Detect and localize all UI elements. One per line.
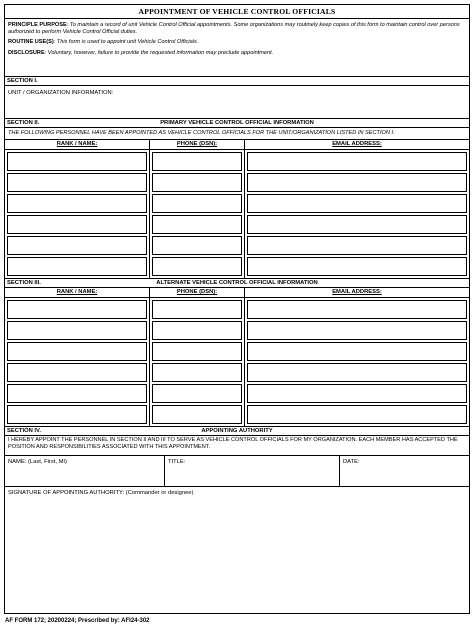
section-3-heading: ALTERNATE VEHICLE CONTROL OFFICIAL INFORMATION (156, 280, 318, 286)
alternate-rank-name-column (5, 298, 150, 426)
alternate-rank-name-input[interactable] (7, 363, 147, 382)
form-title: APPOINTMENT OF VEHICLE CONTROL OFFICIALS (5, 5, 469, 19)
alternate-rank-name-input[interactable] (7, 321, 147, 340)
primary-phone-column (150, 150, 245, 278)
alternate-phone-input[interactable] (152, 321, 242, 340)
authority-date-label: DATE: (343, 459, 360, 465)
authority-date-field[interactable] (340, 456, 469, 486)
primary-email-input[interactable] (247, 152, 467, 171)
form (4, 4, 470, 614)
alternate-phone-input[interactable] (152, 363, 242, 382)
routine-use-text: : This form is used to appoint unit Vehicle Control Officials. (53, 39, 199, 46)
primary-phone-input[interactable] (152, 215, 242, 234)
section-2-column-headers (5, 140, 469, 150)
section-1-header (5, 77, 469, 86)
section-4-heading: APPOINTING AUTHORITY (201, 428, 273, 434)
primary-rank-name-input[interactable] (7, 194, 147, 213)
alternate-email-input[interactable] (247, 363, 467, 382)
section-3-label: SECTION III. (7, 280, 41, 286)
alternate-email-input[interactable] (247, 405, 467, 424)
primary-email-input[interactable] (247, 236, 467, 255)
alternate-phone-input[interactable] (152, 300, 242, 319)
column-header-phone: PHONE (DSN): (150, 140, 245, 149)
authority-title-label: TITLE: (168, 459, 186, 465)
primary-phone-input[interactable] (152, 194, 242, 213)
routine-use (8, 39, 466, 46)
disclosure-label: DISCLOSURE (8, 49, 45, 56)
appointment-statement: I HEREBY APPOINT THE PERSONNEL IN SECTION II AND III TO SERVE AS VEHICLE CONTROL OFFICIALS FOR MY ORGANIZATION. EACH MEMBER HAS ACCEPTED THE POSITION AND RESPONSIBILITIES ASSOCIATED WITH THIS APPOINTMENT. (5, 436, 469, 456)
alternate-phone-column (150, 298, 245, 426)
alternate-email-input[interactable] (247, 321, 467, 340)
primary-phone-input[interactable] (152, 152, 242, 171)
column-header-email: EMAIL ADDRESS: (332, 289, 382, 295)
primary-phone-input[interactable] (152, 173, 242, 192)
authority-signature-field[interactable] (5, 487, 469, 526)
alternate-phone-input[interactable] (152, 384, 242, 403)
section-3-header (5, 279, 469, 288)
primary-rank-name-column (5, 150, 150, 278)
alternate-email-input[interactable] (247, 300, 467, 319)
authority-name-label: NAME: (Last, First, MI) (8, 459, 67, 465)
primary-email-input[interactable] (247, 257, 467, 276)
unit-organization-field[interactable] (5, 86, 469, 119)
alternate-rank-name-input[interactable] (7, 342, 147, 361)
section-3-column-headers (5, 288, 469, 298)
primary-email-column (245, 150, 469, 278)
primary-rank-name-input[interactable] (7, 152, 147, 171)
section-2-note: THE FOLLOWING PERSONNEL HAVE BEEN APPOINTED AS VEHICLE CONTROL OFFICIALS FOR THE UNIT/ORGANIZATION LISTED IN SECTION I. (5, 128, 469, 140)
primary-rank-name-input[interactable] (7, 215, 147, 234)
section-2-heading: PRIMARY VEHICLE CONTROL OFFICIAL INFORMATION (160, 120, 314, 126)
disclosure (8, 50, 466, 57)
section-1-label: SECTION I. (7, 78, 38, 84)
column-header-rank-name: RANK / NAME: (5, 140, 150, 149)
section-2-header (5, 119, 469, 128)
primary-rank-name-input[interactable] (7, 236, 147, 255)
disclosure-text: : Voluntary, however, failure to provide the requested information may preclude appointment. (44, 49, 274, 56)
section-2-label: SECTION II. (7, 120, 40, 126)
alternate-phone-input[interactable] (152, 342, 242, 361)
alternate-email-input[interactable] (247, 342, 467, 361)
section-4-label: SECTION IV. (7, 428, 41, 434)
column-header-rank-name: RANK / NAME: (5, 288, 150, 297)
unit-organization-label: UNIT / ORGANIZATION INFORMATION: (8, 90, 114, 96)
primary-phone-input[interactable] (152, 257, 242, 276)
primary-rank-name-input[interactable] (7, 173, 147, 192)
column-header-phone: PHONE (DSN): (150, 288, 245, 297)
alternate-phone-input[interactable] (152, 405, 242, 424)
section-3-grid (5, 298, 469, 427)
privacy-act-statement (5, 19, 469, 77)
primary-email-input[interactable] (247, 173, 467, 192)
principle-purpose-label: PRINCIPLE PURPOSE (8, 22, 67, 28)
section-2-grid (5, 150, 469, 279)
alternate-rank-name-input[interactable] (7, 405, 147, 424)
principle-purpose (8, 22, 466, 35)
alternate-rank-name-input[interactable] (7, 300, 147, 319)
section-4-header (5, 427, 469, 436)
alternate-email-input[interactable] (247, 384, 467, 403)
authority-title-field[interactable] (165, 456, 340, 486)
primary-phone-input[interactable] (152, 236, 242, 255)
column-header-email: EMAIL ADDRESS: (332, 141, 382, 147)
authority-name-field[interactable] (5, 456, 165, 486)
form-footer: AF FORM 172; 20200224; Prescribed by: AFI24-302 (5, 618, 150, 624)
primary-email-input[interactable] (247, 215, 467, 234)
appointing-authority-row (5, 456, 469, 487)
alternate-email-column (245, 298, 469, 426)
primary-email-input[interactable] (247, 194, 467, 213)
authority-signature-label: SIGNATURE OF APPOINTING AUTHORITY: (Commander or designee) (8, 490, 194, 496)
principle-purpose-text: : To maintain a record of unit Vehicle Control Official appointments. Some organizations may routinely keep copies of this form to maintain control over persons authorized to perform Vehicle Control Official duties. (8, 22, 460, 35)
primary-rank-name-input[interactable] (7, 257, 147, 276)
routine-use-label: ROUTINE USE(S) (8, 39, 54, 46)
alternate-rank-name-input[interactable] (7, 384, 147, 403)
